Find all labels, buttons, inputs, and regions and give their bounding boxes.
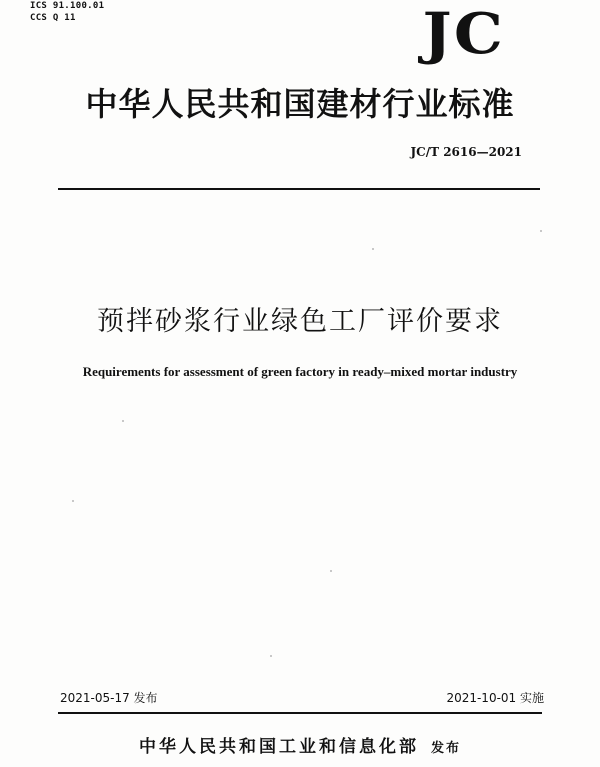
scan-speck xyxy=(270,655,272,657)
scan-speck xyxy=(330,570,332,572)
issuer-suffix: 发布 xyxy=(430,741,461,756)
industry-standard-title: 中华人民共和国建材行业标准 xyxy=(85,85,515,123)
issuer-name: 中华人民共和国工业和信息化部 xyxy=(138,737,419,757)
top-divider xyxy=(58,188,540,190)
ccs-code: CCS Q 11 xyxy=(30,13,76,23)
scan-speck xyxy=(540,230,542,232)
scan-speck xyxy=(122,420,124,422)
jc-logo: JC xyxy=(422,1,505,67)
document-title-chinese: 预拌砂浆行业绿色工厂评价要求 xyxy=(97,306,503,337)
standard-number: JC/T 2616—2021 xyxy=(410,145,522,159)
issuing-authority xyxy=(0,735,600,761)
classification-codes xyxy=(30,0,104,24)
ics-code: ICS 91.100.01 xyxy=(30,1,105,11)
document-title-english: Requirements for assessment of green factory in ready–mixed mortar industry xyxy=(82,364,518,379)
publish-date: 2021-05-17 发布 xyxy=(60,691,158,705)
implementation-date: 2021-10-01 实施 xyxy=(446,691,544,705)
scan-speck xyxy=(372,248,374,250)
scan-speck xyxy=(72,500,74,502)
bottom-divider xyxy=(58,712,542,714)
